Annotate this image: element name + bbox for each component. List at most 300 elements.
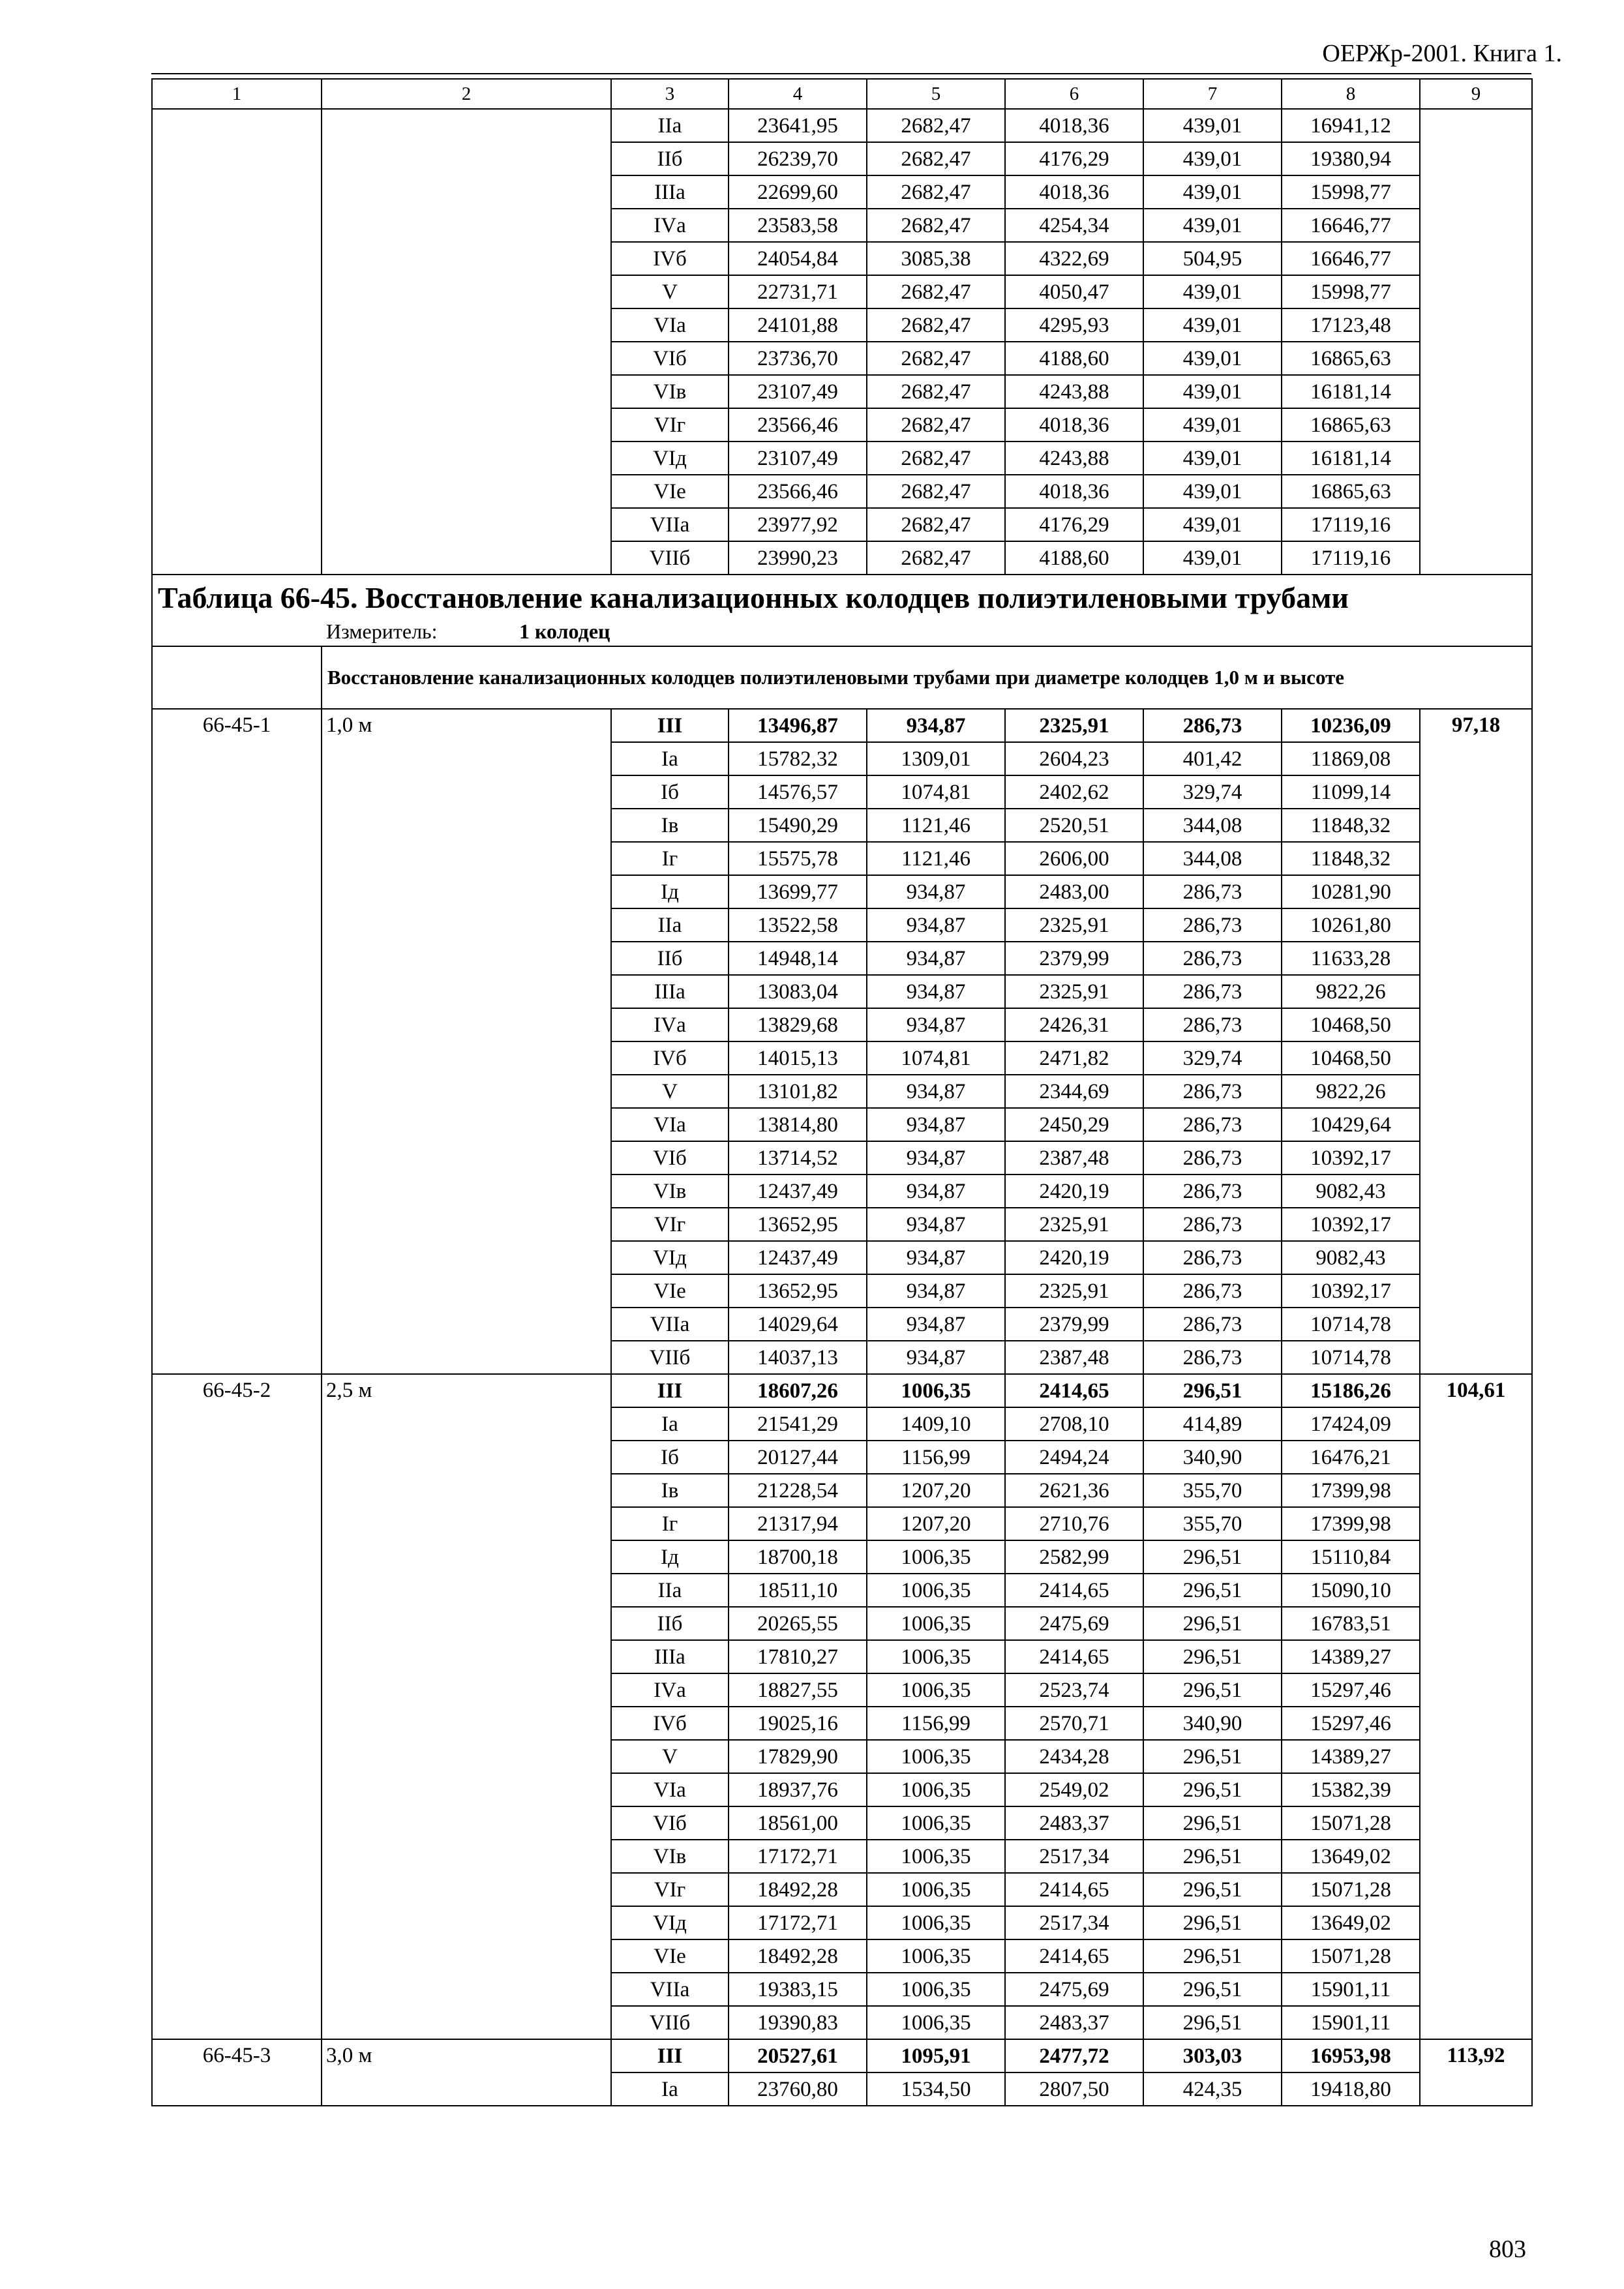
- machine-wages-cell: 439,01: [1143, 209, 1282, 242]
- wages-cell: 1309,01: [867, 742, 1005, 775]
- machine-cost-cell: 2379,99: [1005, 942, 1143, 975]
- code-continuation: [152, 1873, 322, 1906]
- materials-cell: 19380,94: [1282, 142, 1420, 175]
- machine-wages-cell: 439,01: [1143, 109, 1282, 142]
- zone-cell: VIIб: [611, 541, 729, 575]
- materials-cell: 15297,46: [1282, 1673, 1420, 1707]
- machine-cost-cell: 2517,34: [1005, 1840, 1143, 1873]
- machine-wages-cell: 286,73: [1143, 1208, 1282, 1241]
- machine-cost-cell: 2494,24: [1005, 1441, 1143, 1474]
- code-continuation: [152, 1973, 322, 2006]
- height-continuation: [322, 1341, 611, 1374]
- code-continuation: [152, 1840, 322, 1873]
- machine-cost-cell: 2475,69: [1005, 1973, 1143, 2006]
- height-continuation: [322, 1474, 611, 1507]
- machine-wages-cell: 286,73: [1143, 1174, 1282, 1208]
- table-row: [152, 1840, 1532, 1873]
- direct-cost-cell: 20527,61: [729, 2039, 867, 2072]
- code-continuation: [152, 1108, 322, 1141]
- wages-cell: 1006,35: [867, 1906, 1005, 1939]
- machine-wages-cell: 296,51: [1143, 1574, 1282, 1607]
- labor-continuation: [1420, 1673, 1532, 1707]
- direct-cost-cell: 19390,83: [729, 2006, 867, 2039]
- column-number: 3: [611, 79, 729, 109]
- height-continuation: [322, 1906, 611, 1939]
- table-row: [152, 1873, 1532, 1906]
- table-row: [152, 709, 1532, 742]
- machine-cost-cell: 4322,69: [1005, 242, 1143, 275]
- labor-continuation: [1420, 1540, 1532, 1574]
- code-continuation: [152, 1640, 322, 1673]
- code-continuation: [152, 1773, 322, 1806]
- height-continuation: [322, 975, 611, 1008]
- wages-cell: 3085,38: [867, 242, 1005, 275]
- column-number: 5: [867, 79, 1005, 109]
- wages-cell: 2682,47: [867, 375, 1005, 408]
- code-continuation: [152, 775, 322, 809]
- direct-cost-cell: 22699,60: [729, 175, 867, 209]
- wages-cell: 1156,99: [867, 1441, 1005, 1474]
- table-row: [152, 842, 1532, 875]
- wages-cell: 1409,10: [867, 1407, 1005, 1441]
- zone-cell: VIIа: [611, 1308, 729, 1341]
- direct-cost-cell: 14029,64: [729, 1308, 867, 1341]
- direct-cost-cell: 24101,88: [729, 308, 867, 342]
- code-blank-cell: [152, 109, 322, 575]
- zone-cell: IIIа: [611, 175, 729, 209]
- zone-cell: VIе: [611, 475, 729, 508]
- labor-continuation: [1420, 1075, 1532, 1108]
- direct-cost-cell: 26239,70: [729, 142, 867, 175]
- materials-cell: 10261,80: [1282, 908, 1420, 942]
- materials-cell: 9082,43: [1282, 1241, 1420, 1274]
- machine-cost-cell: 2434,28: [1005, 1740, 1143, 1773]
- zone-cell: IIIа: [611, 975, 729, 1008]
- table-row: [152, 942, 1532, 975]
- direct-cost-cell: 18492,28: [729, 1873, 867, 1906]
- machine-wages-cell: 286,73: [1143, 1341, 1282, 1374]
- wages-cell: 934,87: [867, 709, 1005, 742]
- machine-cost-cell: 4295,93: [1005, 308, 1143, 342]
- wages-cell: 934,87: [867, 875, 1005, 908]
- code-continuation: [152, 842, 322, 875]
- machine-wages-cell: 286,73: [1143, 1308, 1282, 1341]
- materials-cell: 16865,63: [1282, 342, 1420, 375]
- materials-cell: 17119,16: [1282, 508, 1420, 541]
- direct-cost-cell: 23990,23: [729, 541, 867, 575]
- wages-cell: 2682,47: [867, 342, 1005, 375]
- materials-cell: 15901,11: [1282, 1973, 1420, 2006]
- labor-continuation: [1420, 1906, 1532, 1939]
- machine-wages-cell: 439,01: [1143, 142, 1282, 175]
- machine-cost-cell: 2471,82: [1005, 1041, 1143, 1075]
- wages-cell: 1006,35: [867, 1773, 1005, 1806]
- table-title-row: [152, 575, 1532, 616]
- table-row: [152, 1574, 1532, 1607]
- machine-wages-cell: 439,01: [1143, 475, 1282, 508]
- direct-cost-cell: 23583,58: [729, 209, 867, 242]
- machine-cost-cell: 2379,99: [1005, 1308, 1143, 1341]
- wages-cell: 2682,47: [867, 175, 1005, 209]
- zone-cell: III: [611, 1374, 729, 1407]
- zone-cell: V: [611, 1740, 729, 1773]
- table-row: [152, 1141, 1532, 1174]
- zone-cell: VIд: [611, 1906, 729, 1939]
- height-continuation: [322, 1308, 611, 1341]
- machine-cost-cell: 4243,88: [1005, 441, 1143, 475]
- height-continuation: [322, 1640, 611, 1673]
- code-continuation: [152, 1540, 322, 1574]
- code-continuation: [152, 1341, 322, 1374]
- code-continuation: [152, 742, 322, 775]
- code-continuation: [152, 908, 322, 942]
- height-continuation: [322, 742, 611, 775]
- labor-continuation: [1420, 742, 1532, 775]
- materials-cell: 15382,39: [1282, 1773, 1420, 1806]
- direct-cost-cell: 13522,58: [729, 908, 867, 942]
- labor-continuation: [1420, 1474, 1532, 1507]
- machine-wages-cell: 439,01: [1143, 541, 1282, 575]
- machine-wages-cell: 340,90: [1143, 1707, 1282, 1740]
- direct-cost-cell: 23641,95: [729, 109, 867, 142]
- table-row: [152, 1041, 1532, 1075]
- wages-cell: 934,87: [867, 942, 1005, 975]
- direct-cost-cell: 20127,44: [729, 1441, 867, 1474]
- materials-cell: 14389,27: [1282, 1640, 1420, 1673]
- materials-cell: 17424,09: [1282, 1407, 1420, 1441]
- labor-continuation: [1420, 942, 1532, 975]
- table-row: [152, 1075, 1532, 1108]
- zone-cell: IIб: [611, 942, 729, 975]
- table-row: [152, 1973, 1532, 2006]
- wages-cell: 1006,35: [867, 1806, 1005, 1840]
- machine-wages-cell: 439,01: [1143, 308, 1282, 342]
- machine-cost-cell: 2520,51: [1005, 809, 1143, 842]
- table-row: [152, 775, 1532, 809]
- height-continuation: [322, 1141, 611, 1174]
- materials-cell: 11633,28: [1282, 942, 1420, 975]
- machine-cost-cell: 2483,37: [1005, 2006, 1143, 2039]
- zone-cell: VIIб: [611, 2006, 729, 2039]
- zone-cell: Iг: [611, 842, 729, 875]
- wages-cell: 2682,47: [867, 142, 1005, 175]
- machine-wages-cell: 286,73: [1143, 1008, 1282, 1041]
- direct-cost-cell: 19025,16: [729, 1707, 867, 1740]
- machine-cost-cell: 2414,65: [1005, 1939, 1143, 1973]
- wages-cell: 2682,47: [867, 441, 1005, 475]
- machine-cost-cell: 2710,76: [1005, 1507, 1143, 1540]
- table-row: [152, 1540, 1532, 1574]
- labor-continuation: [1420, 809, 1532, 842]
- materials-cell: 15186,26: [1282, 1374, 1420, 1407]
- height-continuation: [322, 1939, 611, 1973]
- height-continuation: [322, 875, 611, 908]
- machine-cost-cell: 2325,91: [1005, 709, 1143, 742]
- table-row: [152, 1707, 1532, 1740]
- machine-cost-cell: 2344,69: [1005, 1075, 1143, 1108]
- machine-cost-cell: 2450,29: [1005, 1108, 1143, 1141]
- labor-continuation: [1420, 1241, 1532, 1274]
- height-continuation: [322, 1274, 611, 1308]
- labor-continuation: [1420, 1274, 1532, 1308]
- labor-continuation: [1420, 875, 1532, 908]
- machine-cost-cell: 4050,47: [1005, 275, 1143, 308]
- table-row: [152, 1806, 1532, 1840]
- labor-continuation: [1420, 1341, 1532, 1374]
- machine-cost-cell: 2325,91: [1005, 1274, 1143, 1308]
- labor-continuation: [1420, 1108, 1532, 1141]
- wages-cell: 934,87: [867, 975, 1005, 1008]
- machine-wages-cell: 296,51: [1143, 1973, 1282, 2006]
- height-continuation: [322, 1407, 611, 1441]
- labor-continuation: [1420, 1773, 1532, 1806]
- machine-cost-cell: 2475,69: [1005, 1607, 1143, 1640]
- machine-cost-cell: 2387,48: [1005, 1341, 1143, 1374]
- wages-cell: 934,87: [867, 1208, 1005, 1241]
- materials-cell: 10714,78: [1282, 1308, 1420, 1341]
- height-continuation: [322, 1241, 611, 1274]
- code-continuation: [152, 1673, 322, 1707]
- wages-cell: 1207,20: [867, 1474, 1005, 1507]
- table-row: [152, 1939, 1532, 1973]
- machine-cost-cell: 2426,31: [1005, 1008, 1143, 1041]
- machine-wages-cell: 439,01: [1143, 508, 1282, 541]
- direct-cost-cell: 18937,76: [729, 1773, 867, 1806]
- height-label: 3,0 м: [322, 2039, 611, 2072]
- machine-wages-cell: 401,42: [1143, 742, 1282, 775]
- zone-cell: Iд: [611, 1540, 729, 1574]
- height-continuation: [322, 1507, 611, 1540]
- height-continuation: [322, 1973, 611, 2006]
- zone-cell: IIб: [611, 142, 729, 175]
- measure-row: [152, 616, 1532, 646]
- table-row: [152, 1407, 1532, 1441]
- labor-continuation: [1420, 775, 1532, 809]
- machine-wages-cell: 340,90: [1143, 1441, 1282, 1474]
- zone-cell: IIа: [611, 908, 729, 942]
- zone-cell: III: [611, 709, 729, 742]
- labor-blank-cell: [1420, 109, 1532, 575]
- direct-cost-cell: 23736,70: [729, 342, 867, 375]
- materials-cell: 15071,28: [1282, 1939, 1420, 1973]
- labor-continuation: [1420, 2006, 1532, 2039]
- labor-continuation: [1420, 1141, 1532, 1174]
- machine-cost-cell: 4018,36: [1005, 475, 1143, 508]
- machine-wages-cell: 296,51: [1143, 1806, 1282, 1840]
- description-row: [152, 646, 1532, 709]
- column-number: 9: [1420, 79, 1532, 109]
- machine-wages-cell: 344,08: [1143, 809, 1282, 842]
- direct-cost-cell: 23107,49: [729, 375, 867, 408]
- table-row: [152, 1174, 1532, 1208]
- wages-cell: 1006,35: [867, 1673, 1005, 1707]
- height-continuation: [322, 1574, 611, 1607]
- materials-cell: 10468,50: [1282, 1008, 1420, 1041]
- height-continuation: [322, 1873, 611, 1906]
- machine-cost-cell: 2414,65: [1005, 1640, 1143, 1673]
- code-continuation: [152, 1507, 322, 1540]
- height-continuation: [322, 1441, 611, 1474]
- materials-cell: 10236,09: [1282, 709, 1420, 742]
- description-spacer: [152, 646, 322, 709]
- column-number: 7: [1143, 79, 1282, 109]
- zone-cell: IVб: [611, 242, 729, 275]
- machine-wages-cell: 296,51: [1143, 1740, 1282, 1773]
- labor-continuation: [1420, 1840, 1532, 1873]
- wages-cell: 1006,35: [867, 1740, 1005, 1773]
- code-continuation: [152, 1008, 322, 1041]
- zone-cell: V: [611, 275, 729, 308]
- zone-cell: Iб: [611, 1441, 729, 1474]
- running-header: ОЕРЖр-2001. Книга 1.: [1322, 40, 1562, 67]
- machine-cost-cell: 2414,65: [1005, 1873, 1143, 1906]
- zone-cell: V: [611, 1075, 729, 1108]
- wages-cell: 1006,35: [867, 1374, 1005, 1407]
- direct-cost-cell: 23977,92: [729, 508, 867, 541]
- zone-cell: VIе: [611, 1274, 729, 1308]
- zone-cell: VIг: [611, 1873, 729, 1906]
- materials-cell: 16646,77: [1282, 209, 1420, 242]
- wages-cell: 934,87: [867, 1075, 1005, 1108]
- labor-continuation: [1420, 1707, 1532, 1740]
- code-continuation: [152, 1241, 322, 1274]
- direct-cost-cell: 13714,52: [729, 1141, 867, 1174]
- machine-wages-cell: 414,89: [1143, 1407, 1282, 1441]
- machine-cost-cell: 2414,65: [1005, 1574, 1143, 1607]
- direct-cost-cell: 12437,49: [729, 1241, 867, 1274]
- materials-cell: 15297,46: [1282, 1707, 1420, 1740]
- materials-cell: 9082,43: [1282, 1174, 1420, 1208]
- labor-continuation: [1420, 1574, 1532, 1607]
- table-row: [152, 742, 1532, 775]
- materials-cell: 15071,28: [1282, 1873, 1420, 1906]
- machine-wages-cell: 424,35: [1143, 2072, 1282, 2106]
- direct-cost-cell: 12437,49: [729, 1174, 867, 1208]
- wages-cell: 1207,20: [867, 1507, 1005, 1540]
- zone-cell: III: [611, 2039, 729, 2072]
- direct-cost-cell: 13652,95: [729, 1208, 867, 1241]
- code-continuation: [152, 1407, 322, 1441]
- zone-cell: Iа: [611, 1407, 729, 1441]
- direct-cost-cell: 18561,00: [729, 1806, 867, 1840]
- direct-cost-cell: 18700,18: [729, 1540, 867, 1574]
- zone-cell: VIб: [611, 1141, 729, 1174]
- wages-cell: 1074,81: [867, 1041, 1005, 1075]
- machine-cost-cell: 4018,36: [1005, 175, 1143, 209]
- labor-continuation: [1420, 1174, 1532, 1208]
- labor-continuation: [1420, 1640, 1532, 1673]
- zone-cell: VIе: [611, 1939, 729, 1973]
- height-continuation: [322, 1673, 611, 1707]
- code-continuation: [152, 1308, 322, 1341]
- labor-continuation: [1420, 1973, 1532, 2006]
- materials-cell: 10714,78: [1282, 1341, 1420, 1374]
- zone-cell: IVа: [611, 209, 729, 242]
- wages-cell: 1006,35: [867, 1574, 1005, 1607]
- wages-cell: 934,87: [867, 1308, 1005, 1341]
- table-row: [152, 1308, 1532, 1341]
- zone-cell: IVа: [611, 1673, 729, 1707]
- labor-continuation: [1420, 1507, 1532, 1540]
- wages-cell: 1006,35: [867, 1973, 1005, 2006]
- machine-cost-cell: 4018,36: [1005, 408, 1143, 441]
- height-label: 1,0 м: [322, 709, 611, 742]
- column-number: 1: [152, 79, 322, 109]
- wages-cell: 1006,35: [867, 1939, 1005, 1973]
- height-continuation: [322, 908, 611, 942]
- table-row: [152, 2072, 1532, 2106]
- zone-cell: VIв: [611, 1174, 729, 1208]
- zone-cell: VIд: [611, 441, 729, 475]
- materials-cell: 13649,02: [1282, 1840, 1420, 1873]
- wages-cell: 934,87: [867, 1341, 1005, 1374]
- machine-cost-cell: 2325,91: [1005, 908, 1143, 942]
- direct-cost-cell: 23566,46: [729, 475, 867, 508]
- machine-wages-cell: 439,01: [1143, 441, 1282, 475]
- zone-cell: IIб: [611, 1607, 729, 1640]
- code-continuation: [152, 1474, 322, 1507]
- machine-wages-cell: 286,73: [1143, 1241, 1282, 1274]
- code-continuation: [152, 2072, 322, 2106]
- direct-cost-cell: 21541,29: [729, 1407, 867, 1441]
- materials-cell: 15110,84: [1282, 1540, 1420, 1574]
- labor-continuation: [1420, 1308, 1532, 1341]
- materials-cell: 15998,77: [1282, 175, 1420, 209]
- height-continuation: [322, 1806, 611, 1840]
- direct-cost-cell: 23760,80: [729, 2072, 867, 2106]
- header-rule: [151, 73, 1531, 74]
- direct-cost-cell: 15490,29: [729, 809, 867, 842]
- wages-cell: 1006,35: [867, 1607, 1005, 1640]
- materials-cell: 16783,51: [1282, 1607, 1420, 1640]
- labor-continuation: [1420, 2072, 1532, 2106]
- machine-cost-cell: 4176,29: [1005, 142, 1143, 175]
- zone-cell: Iб: [611, 775, 729, 809]
- wages-cell: 934,87: [867, 908, 1005, 942]
- height-continuation: [322, 1174, 611, 1208]
- machine-wages-cell: 296,51: [1143, 1540, 1282, 1574]
- zone-cell: IVб: [611, 1707, 729, 1740]
- labor-continuation: [1420, 975, 1532, 1008]
- machine-wages-cell: 303,03: [1143, 2039, 1282, 2072]
- height-continuation: [322, 1740, 611, 1773]
- machine-wages-cell: 296,51: [1143, 1773, 1282, 1806]
- zone-cell: VIа: [611, 1108, 729, 1141]
- machine-wages-cell: 439,01: [1143, 408, 1282, 441]
- direct-cost-cell: 18827,55: [729, 1673, 867, 1707]
- zone-cell: Iа: [611, 2072, 729, 2106]
- table-title: Таблица 66-45. Восстановление канализационных колодцев полиэтиленовыми трубами: [152, 575, 1532, 616]
- table-row: [152, 1740, 1532, 1773]
- materials-cell: 11869,08: [1282, 742, 1420, 775]
- machine-cost-cell: 2477,72: [1005, 2039, 1143, 2072]
- materials-cell: 10392,17: [1282, 1141, 1420, 1174]
- materials-cell: 16181,14: [1282, 441, 1420, 475]
- machine-wages-cell: 296,51: [1143, 2006, 1282, 2039]
- zone-cell: VIIа: [611, 508, 729, 541]
- materials-cell: 10392,17: [1282, 1274, 1420, 1308]
- table-row: [152, 1673, 1532, 1707]
- machine-cost-cell: 4176,29: [1005, 508, 1143, 541]
- wages-cell: 2682,47: [867, 109, 1005, 142]
- table-row: [152, 975, 1532, 1008]
- column-number-row: [152, 79, 1532, 109]
- resource-code: 66-45-2: [152, 1374, 322, 1407]
- materials-cell: 19418,80: [1282, 2072, 1420, 2106]
- height-continuation: [322, 1208, 611, 1241]
- zone-cell: Iд: [611, 875, 729, 908]
- direct-cost-cell: 18511,10: [729, 1574, 867, 1607]
